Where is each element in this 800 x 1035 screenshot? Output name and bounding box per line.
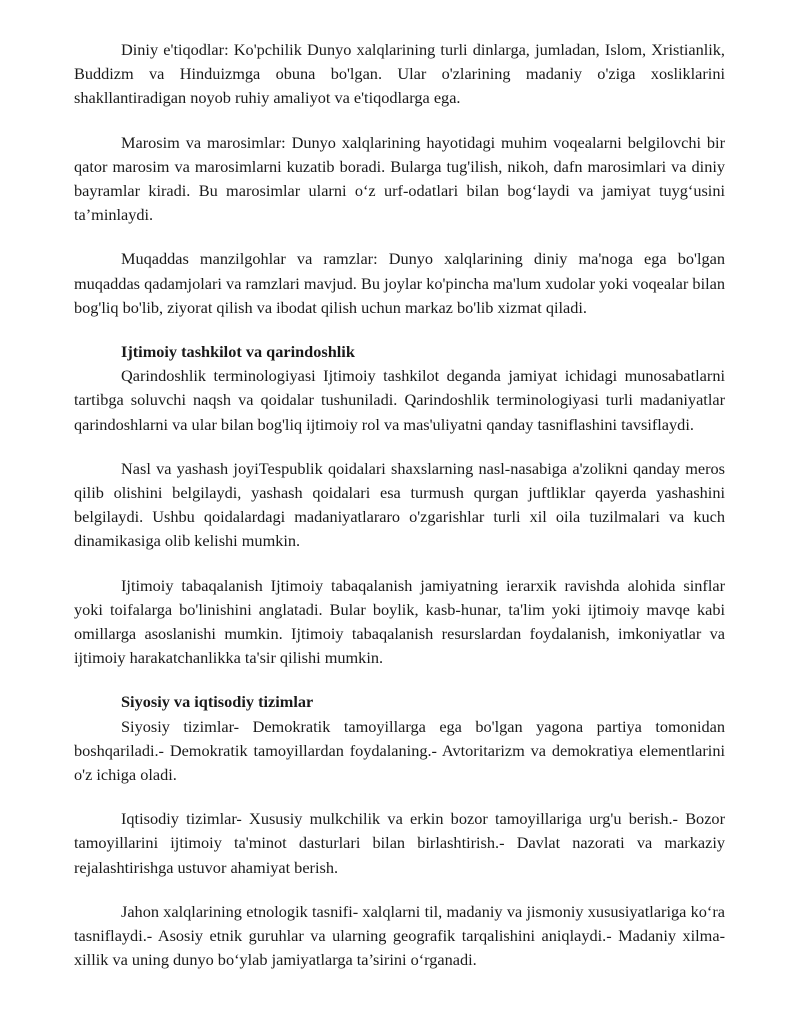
heading-social-organization: Ijtimoiy tashkilot va qarindoshlik [121, 342, 355, 362]
paragraph-gap [74, 880, 725, 900]
paragraph-economic-systems: Iqtisodiy tizimlar- Xususiy mulkchilik va erkin bozor tamoyillariga urg'u berish.- Bozor tamoyillarini ijtimoiy ta'minot dasturlari bilan birlashtirish.- Davlat nazorati va markaziy rejalashtirishga ustuvor ahamiyat berish. [74, 809, 725, 877]
paragraph-religious-beliefs: Diniy e'tiqodlar: Ko'pchilik Dunyo xalqlarining turli dinlarga, jumladan, Islom, Xristianlik, Buddizm va Hinduizmga obuna bo'lgan. Ular o'zlarining madaniy o'ziga xosliklarini shakllantiradigan noyob ruhiy amaliyot va e'tiqodlarga ega. [74, 40, 725, 108]
paragraph-gap [74, 787, 725, 807]
paragraph-gap [74, 227, 725, 247]
paragraph-gap [74, 554, 725, 574]
paragraph-rituals: Marosim va marosimlar: Dunyo xalqlarining hayotidagi muhim voqealarni belgilovchi bir qator marosim va marosimlarni kuzatib boradi. Bularga tug'ilish, nikoh, dafn marosimlari va diniy bayramlar kiradi. Bu marosimlar ularni o‘z urf-odatlari bilan bog‘laydi va jamiyat tuyg‘usini ta’minlaydi. [74, 132, 725, 225]
paragraph-ethnological-classification: Jahon xalqlarining etnologik tasnifi- xalqlarni til, madaniy va jismoniy xususiyatlariga ko‘ra tasniflaydi.- Asosiy etnik guruhlar va ularning geografik tarqalishini aniqlaydi.- Madaniy xilma-xillik va uning dunyo bo‘ylab jamiyatlarga ta’sirini o‘rganadi. [74, 901, 725, 970]
paragraph-gap [74, 111, 725, 131]
heading-political-economic-systems: Siyosiy va iqtisodiy tizimlar [121, 692, 314, 712]
paragraph-sacred-places: Muqaddas manzilgohlar va ramzlar: Dunyo xalqlarining diniy ma'noga ega bo'lgan muqaddas qadamjolari va ramzlari mavjud. Bu joylar ko'pincha ma'lum xudolar yoki voqealar bilan bog'liq bo'lib, ziyorat qilish va ibodat qilish uchun markaz bo'lib xizmat qiladi. [74, 249, 725, 317]
document-page [74, 38, 725, 973]
paragraph-gap [74, 320, 725, 340]
paragraph-descent-residence: Nasl va yashash joyiTespublik qoidalari shaxslarning nasl-nasabiga a'zolikni qanday meros qilib olishini belgilaydi, yashash qoidalari esa turmush qurgan juftliklar qayerda yashashini belgilaydi. Ushbu qoidalardagi madaniyatlararo o'zgarishlar turli xil oila tuzilmalari va kuch dinamikasiga olib kelishi mumkin. [74, 458, 725, 551]
paragraph-kinship-terminology: Qarindoshlik terminologiyasi Ijtimoiy tashkilot deganda jamiyat ichidagi munosabatlarni tartibga soluvchi naqsh va qoidalar tushuniladi. Qarindoshlik terminologiyasi turli madaniyatlar qarindoshlarni va ular bilan bog'liq ijtimoiy rol va mas'uliyatni qanday tasniflashini tavsiflaydi. [74, 366, 725, 434]
paragraph-social-stratification: Ijtimoiy tabaqalanish Ijtimoiy tabaqalanish jamiyatning ierarxik ravishda alohida sinflar yoki toifalarga bo'linishini anglatadi. Bular boylik, kasb-hunar, ta'lim yoki ijtimoiy mavqe kabi omillarga asoslanishi mumkin. Ijtimoiy tabaqalanish resurslardan foydalanish, imkoniyatlar va ijtimoiy harakatchanlikka ta'sir qilishi mumkin. [74, 575, 725, 668]
paragraph-gap [74, 437, 725, 457]
paragraph-political-systems: Siyosiy tizimlar- Demokratik tamoyillarga ega bo'lgan yagona partiya tomonidan boshqariladi.- Demokratik tamoyillardan foydalaning.- Avtoritarizm va demokratiya elementlarini o'z ichiga oladi. [74, 716, 725, 785]
paragraph-gap [74, 670, 725, 690]
